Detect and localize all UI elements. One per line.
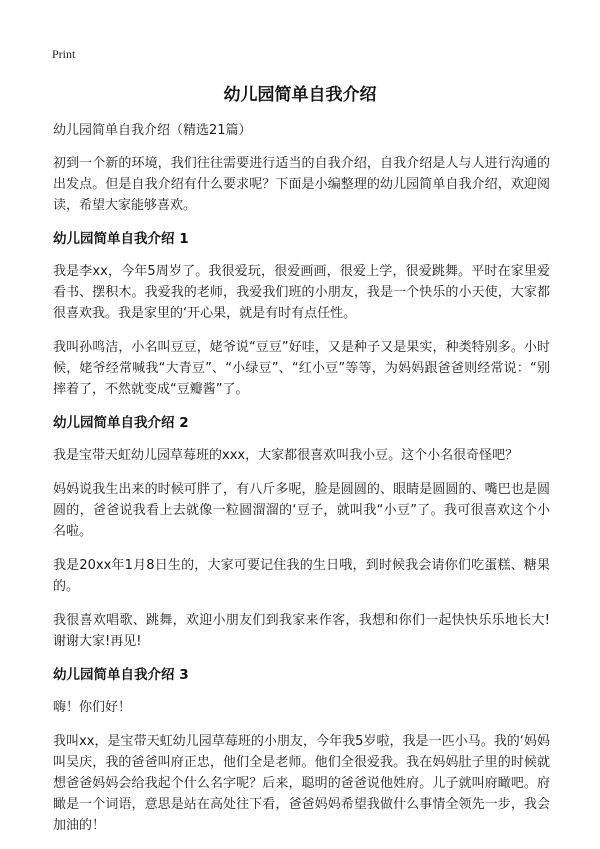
print-link[interactable]: Print [52, 47, 76, 61]
section-paragraph: 我叫孙鸣洁，小名叫豆豆，姥爷说“豆豆”好哇，又是种子又是果实，种类特别多。小时候，姥爷经常喊我“大青豆”、“小绿豆”、“红小豆”等等，为妈妈跟爸爸则经常说：“别摔着了，不然就变成“豆瓣酱”了。 [53, 340, 550, 397]
page-title: 幼儿园简单自我介绍 [223, 85, 377, 105]
section-paragraph: 嗨！你们好！ [53, 700, 132, 715]
section-heading: 幼儿园简单自我介绍 3 [53, 667, 189, 683]
article-subtitle: 幼儿园简单自我介绍（精选21篇） [53, 123, 252, 138]
intro-paragraph: 初到一个新的环境，我们往往需要进行适当的自我介绍，自我介绍是人与人进行沟通的出发点。但是自我介绍有什么要求呢？下面是小编整理的幼儿园简单自我介绍，欢迎阅读，希望大家能够喜欢。 [53, 156, 550, 213]
section-heading: 幼儿园简单自我介绍 1 [53, 231, 189, 247]
section-heading: 幼儿园简单自我介绍 2 [53, 415, 189, 431]
article-body [53, 120, 550, 849]
section-paragraph: 我是20xx年1月8日生的，大家可要记住我的生日哦，到时候我会请你们吃蛋糕、糖果的。 [53, 558, 550, 594]
section-2 [53, 413, 550, 652]
section-paragraph: 我叫xx，是宝带天虹幼儿园草莓班的小朋友，今年我5岁啦，我是一匹小马。我的‘妈妈叫吴庆，我的爸爸叫府正忠，他们全是老师。他们全很爱我。我在妈妈肚子里的时候就想爸爸妈妈会给我起个什么名字呢？后来，聪明的爸爸说他姓府。儿子就叫府瞰吧。府瞰是一个词语，意思是站在高处往下看，爸爸妈妈希望我做什么事情全领先一步，我会加油的！ [53, 734, 550, 833]
section-paragraph: 我很喜欢唱歌、跳舞，欢迎小朋友们到我家来作客，我想和你们一起快快乐乐地长大!谢谢大家!再见! [53, 613, 550, 649]
section-paragraph: 我是宝带天虹幼儿园草莓班的xxx，大家都很喜欢叫我小豆。这个小名很奇怪吧？ [53, 448, 519, 463]
section-1 [53, 229, 550, 400]
section-paragraph: 妈妈说我生出来的时候可胖了，有八斤多呢，脸是圆圆的、眼睛是圆圆的、嘴巴也是圆圆的，爸爸说我看上去就像一粒圆溜溜的‘豆子，就叫我“小豆”了。我可很喜欢这个小名啦。 [53, 482, 550, 539]
section-paragraph: 我是李xx，今年5周岁了。我很爱玩，很爱画画，很爱上学，很爱跳舞。平时在家里爱看书、摆积木。我爱我的老师，我爱我们班的小朋友，我是一个快乐的小天使，大家都很喜欢我。我是家里的‘开心果，就是有时有点任性。 [53, 264, 550, 321]
section-3 [53, 665, 550, 836]
